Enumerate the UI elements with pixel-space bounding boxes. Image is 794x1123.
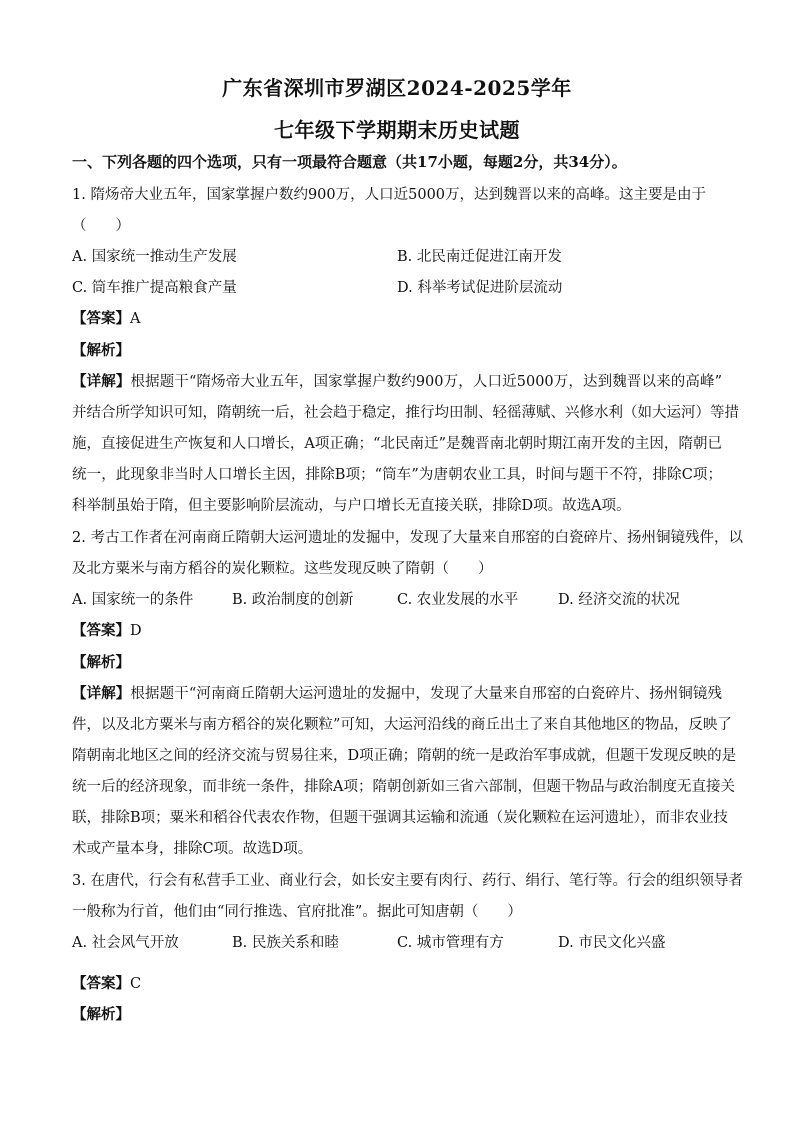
question-3-analysis-label: 【解析】: [72, 1006, 130, 1023]
page-subtitle: 七年级下学期期末历史试题: [274, 118, 520, 142]
detail-label: 【详解】: [72, 373, 131, 390]
question-1-option-d: D. 科举考试促进阶层流动: [397, 280, 563, 296]
question-3-option-c: C. 城市管理有方: [397, 935, 504, 951]
question-1-option-c: C. 筒车推广提高粮食产量: [72, 280, 237, 296]
question-2-option-d: D. 经济交流的状况: [558, 592, 680, 608]
question-1-analysis-label: 【解析】: [72, 342, 130, 359]
question-3-answer: [72, 972, 141, 993]
question-2-detail-line-2: 件，以及北方粟米与南方稻谷的炭化颗粒”可知，大运河沿线的商丘出土了来自其他地区的物品，反映了: [72, 717, 732, 733]
question-2-answer: [72, 619, 142, 640]
question-1-detail-line-5: 科举制虽始于隋，但主要影响阶层流动，与户口增长无直接关联，排除D项。故选A项。: [72, 498, 631, 514]
question-3-stem-line-1: 3. 在唐代，行会有私营手工业、商业行会，如长安主要有肉行、药行、绢行、笔行等。行会的组织领导者: [72, 873, 743, 889]
question-1-detail-line-4: 统一，此现象非当时人口增长主因，排除B项；“筒车”为唐朝农业工具，时间与题干不符，排除C项；: [72, 467, 722, 483]
question-3-option-d: D. 市民文化兴盛: [558, 935, 666, 951]
question-3-stem-line-2: 一般称为行首，他们由“同行推选、官府批准”。据此可知唐朝（ ）: [72, 904, 522, 920]
answer-value: A: [130, 311, 141, 327]
answer-label: 【答案】: [72, 975, 130, 992]
question-2-stem-line-2: 及北方粟米与南方稻谷的炭化颗粒。这些发现反映了隋朝（ ）: [72, 561, 493, 577]
answer-label: 【答案】: [72, 310, 130, 327]
question-1-stem-line-2: （ ）: [72, 218, 130, 234]
question-2-option-b: B. 政治制度的创新: [232, 592, 354, 608]
question-2-option-c: C. 农业发展的水平: [397, 592, 519, 608]
question-1-detail-line-1: 【详解】根据题干“隋炀帝大业五年，国家掌握户数约900万，人口近5000万，达到魏晋以来的高峰”: [72, 373, 723, 390]
question-3-option-b: B. 民族关系和睦: [232, 935, 339, 951]
detail-label: 【详解】: [72, 685, 131, 702]
section-heading: 一、下列各题的四个选项，只有一项最符合题意（共17小题，每题2分，共34分）。: [72, 153, 627, 171]
question-2-analysis-label: 【解析】: [72, 654, 130, 671]
question-2-detail-line-3: 隋朝南北地区之间的经济交流与贸易往来，D项正确；隋朝的统一是政治军事成就，但题干发现反映的是: [72, 748, 737, 764]
question-2-detail-line-1: 【详解】根据题干“河南商丘隋朝大运河遗址的发掘中，发现了大量来自邢窑的白瓷碎片、扬州铜镜残: [72, 685, 722, 702]
answer-label: 【答案】: [72, 622, 130, 639]
question-2-stem-line-1: 2. 考古工作者在河南商丘隋朝大运河遗址的发掘中，发现了大量来自邢窑的白瓷碎片、扬州铜镜残件，以: [72, 530, 743, 546]
question-3-option-a: A. 社会风气开放: [72, 935, 179, 951]
question-1-option-b: B. 北民南迁促进江南开发: [397, 249, 562, 265]
question-1-option-a: A. 国家统一推动生产发展: [72, 249, 237, 265]
question-2-detail-line-6: 术或产量本身，排除C项。故选D项。: [72, 841, 313, 857]
question-1-answer: [72, 307, 140, 328]
question-2-detail-line-4: 统一后的经济现象，而非统一条件，排除A项；隋朝创新如三省六部制，但题干物品与政治制度无直接关: [72, 779, 735, 795]
question-1-detail-line-3: 施，直接促进生产恢复和人口增长，A项正确；“北民南迁”是魏晋南北朝时期江南开发的主因，隋朝已: [72, 436, 722, 452]
question-1-detail-line-2: 并结合所学知识可知，隋朝统一后，社会趋于稳定，推行均田制、轻徭薄赋、兴修水利（如大运河）等措: [72, 405, 739, 421]
answer-value: C: [130, 976, 142, 992]
question-2-option-a: A. 国家统一的条件: [72, 592, 194, 608]
question-1-stem-line-1: 1. 隋炀帝大业五年，国家掌握户数约900万，人口近5000万，达到魏晋以来的高峰。这主要是由于: [72, 187, 707, 203]
page-title: 广东省深圳市罗湖区2024-2025学年: [222, 76, 572, 100]
question-2-detail-line-5: 联，排除B项；粟米和稻谷代表农作物，但题干强调其运输和流通（炭化颗粒在运河遗址），而非农业技: [72, 810, 728, 826]
answer-value: D: [130, 623, 142, 639]
